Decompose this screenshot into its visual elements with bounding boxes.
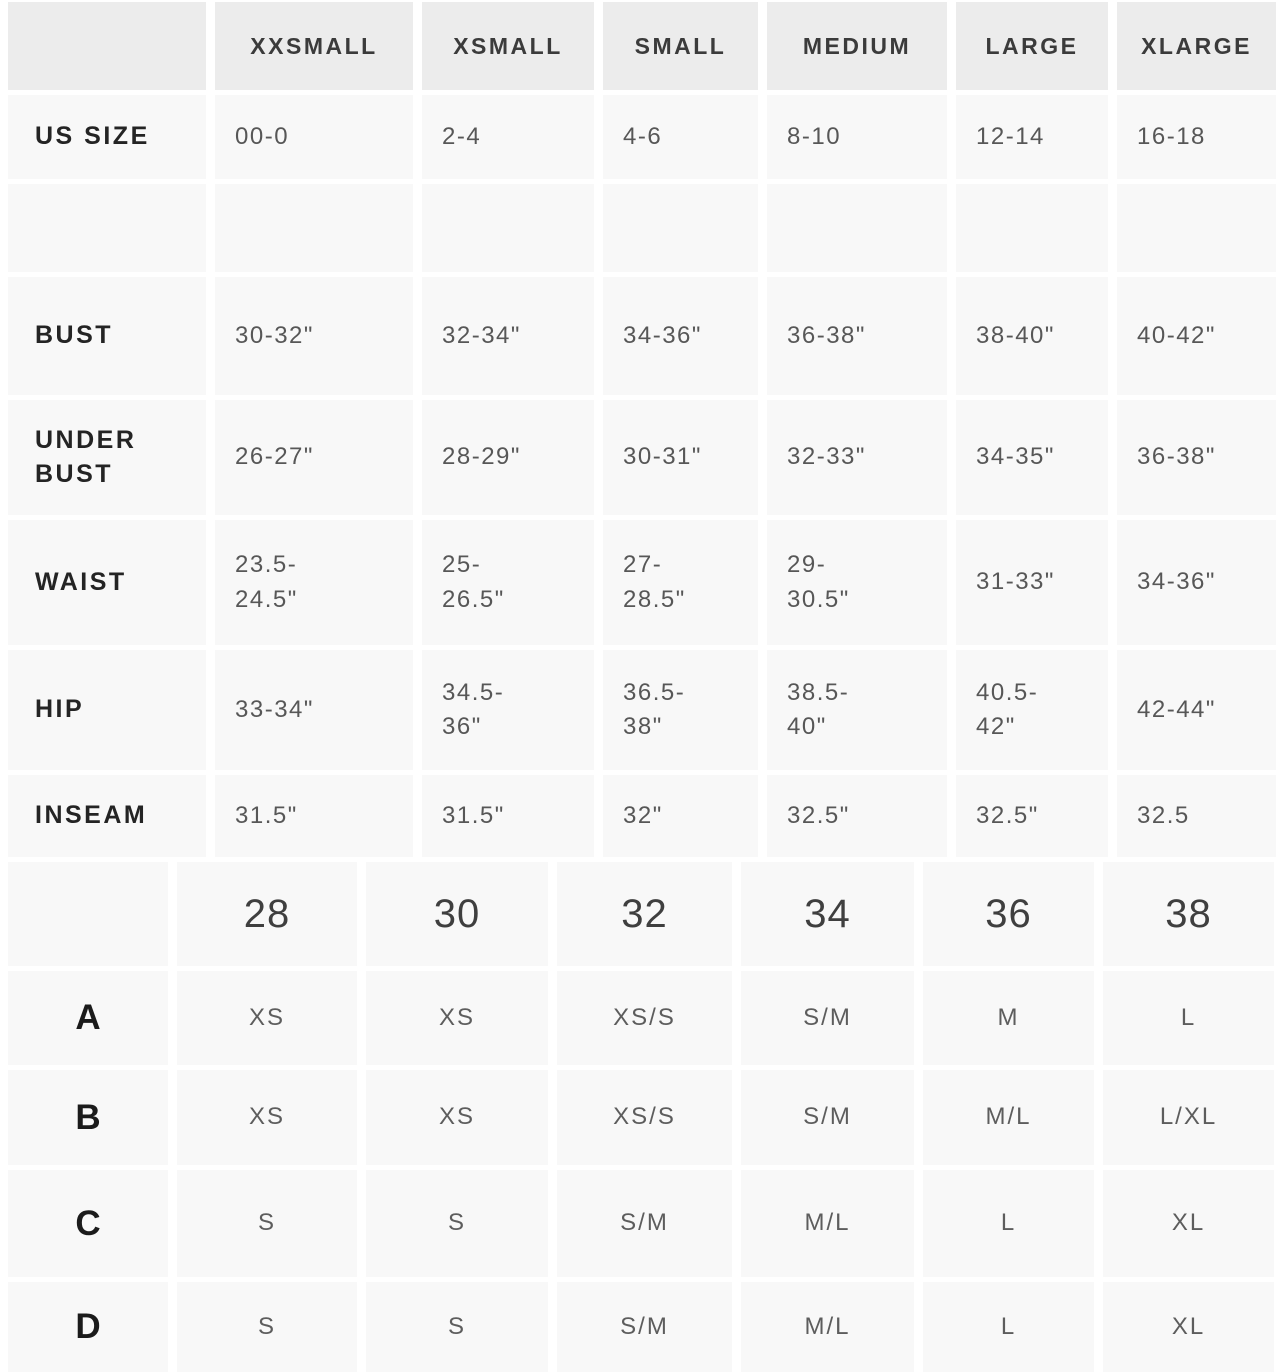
cell-text: 27-28.5" <box>623 551 686 613</box>
cell-text: 32.5 <box>1137 801 1190 829</box>
size-cell <box>366 1170 548 1277</box>
cell-text: XLARGE <box>1141 32 1252 59</box>
size-cell <box>1117 277 1276 395</box>
cell-text: WAIST <box>35 567 127 596</box>
size-cell <box>1117 650 1276 770</box>
cell-text: M <box>997 1003 1020 1031</box>
cell-text: S/M <box>620 1209 669 1237</box>
cell-text: 00-0 <box>235 122 290 150</box>
cell-text: S <box>257 1209 276 1237</box>
size-cell <box>923 1170 1094 1277</box>
cell-text: 42-44" <box>1137 695 1216 723</box>
size-cell <box>215 650 413 770</box>
cell-text: 33-34" <box>235 695 314 723</box>
band-size-36 <box>923 862 1094 966</box>
size-cell <box>923 971 1094 1065</box>
size-cell <box>767 650 947 770</box>
row-inseam <box>8 775 1275 857</box>
size-cell <box>177 971 357 1065</box>
cell-text: 34-36" <box>623 321 702 349</box>
cell-text: 25-26.5" <box>442 551 505 613</box>
row-us-size <box>8 95 1275 179</box>
size-cell <box>923 1282 1094 1372</box>
empty-cell <box>1117 184 1276 272</box>
cell-text: 38-40" <box>976 321 1055 349</box>
cell-text: INSEAM <box>35 801 148 830</box>
cell-text: 36-38" <box>1137 443 1216 471</box>
cell-text: L/XL <box>1159 1103 1218 1131</box>
row-label-hip <box>8 650 206 770</box>
size-cell <box>767 95 947 179</box>
cell-text: 30 <box>433 891 481 936</box>
col-header-xxsmall <box>215 2 413 90</box>
cell-text: C <box>75 1203 101 1243</box>
size-cell <box>215 520 413 645</box>
row-band-sizes <box>8 862 1275 966</box>
cell-text: 32-34" <box>442 321 521 349</box>
cell-text: 32.5" <box>976 801 1039 829</box>
cup-label-a <box>8 971 168 1065</box>
corner-cell <box>8 2 206 90</box>
size-cell <box>215 775 413 857</box>
size-cell <box>603 400 758 515</box>
cell-text: S <box>447 1209 466 1237</box>
size-cell <box>1103 971 1274 1065</box>
row-cup-b <box>8 1070 1275 1165</box>
size-cell <box>956 95 1108 179</box>
size-cell <box>956 400 1108 515</box>
size-chart-header-row <box>8 2 1275 90</box>
row-label-inseam <box>8 775 206 857</box>
cell-text: 32" <box>623 801 663 829</box>
size-cell <box>741 971 914 1065</box>
row-label-waist <box>8 520 206 645</box>
row-under-bust <box>8 400 1275 515</box>
cell-text: XS <box>438 1103 475 1131</box>
cell-text: HIP <box>35 695 85 724</box>
cell-text: 30-32" <box>235 321 314 349</box>
cell-text: 38.5-40" <box>787 678 850 740</box>
cell-text: XSMALL <box>453 32 563 59</box>
size-cell <box>215 95 413 179</box>
cell-text: SMALL <box>634 32 727 59</box>
size-cell <box>422 277 594 395</box>
cell-text: 31-33" <box>976 568 1055 596</box>
cell-text: 36 <box>985 891 1032 936</box>
size-cell <box>366 1282 548 1372</box>
col-header-medium <box>767 2 947 90</box>
band-size-32 <box>557 862 732 966</box>
cell-text: 31.5" <box>442 801 505 829</box>
size-cell <box>177 1170 357 1277</box>
row-cup-d <box>8 1282 1275 1372</box>
cup-label-b <box>8 1070 168 1165</box>
size-cell <box>422 400 594 515</box>
cell-text: 8-10 <box>787 122 842 150</box>
cell-text: A <box>75 998 101 1038</box>
size-cell <box>1103 1170 1274 1277</box>
row-cup-c <box>8 1170 1275 1277</box>
size-cell <box>923 1070 1094 1165</box>
size-cell <box>767 520 947 645</box>
size-cell <box>557 971 732 1065</box>
col-header-large <box>956 2 1108 90</box>
cell-text: S/M <box>803 1003 852 1031</box>
cell-text: 4-6 <box>623 122 663 150</box>
size-cell <box>422 95 594 179</box>
cell-text: 26-27" <box>235 443 314 471</box>
cell-text: US SIZE <box>35 122 150 151</box>
cell-text: 34.5-36" <box>442 678 505 740</box>
size-cell <box>956 520 1108 645</box>
cell-text: 2-4 <box>442 122 482 150</box>
size-cell <box>603 650 758 770</box>
size-cell <box>741 1170 914 1277</box>
cell-text: 36-38" <box>787 321 866 349</box>
cell-text: 40-42" <box>1137 321 1216 349</box>
cell-text: 40.5-42" <box>976 678 1039 740</box>
size-cell <box>603 520 758 645</box>
cell-text: 34-36" <box>1137 568 1216 596</box>
col-header-xsmall <box>422 2 594 90</box>
empty-cell <box>422 184 594 272</box>
cell-text: M/L <box>804 1209 851 1237</box>
cell-text: XS/S <box>613 1003 676 1031</box>
cell-text: B <box>75 1097 101 1137</box>
cell-text: 29-30.5" <box>787 551 850 613</box>
size-cell <box>956 277 1108 395</box>
size-cell <box>767 775 947 857</box>
size-cell <box>177 1282 357 1372</box>
band-size-28 <box>177 862 357 966</box>
empty-cell <box>8 184 206 272</box>
cell-text: 32.5" <box>787 801 850 829</box>
size-cell <box>1103 1282 1274 1372</box>
cup-label-d <box>8 1282 168 1372</box>
cell-text: S/M <box>620 1312 669 1340</box>
size-cell <box>366 971 548 1065</box>
cell-text: XL <box>1171 1209 1206 1237</box>
size-cell <box>557 1282 732 1372</box>
empty-cell <box>767 184 947 272</box>
empty-cell <box>215 184 413 272</box>
col-header-xlarge <box>1117 2 1276 90</box>
cell-text: MEDIUM <box>802 32 912 59</box>
cell-text: 28-29" <box>442 443 521 471</box>
band-size-34 <box>741 862 914 966</box>
cell-text: XXSMALL <box>250 32 378 59</box>
size-cell <box>956 775 1108 857</box>
cell-text: 12-14 <box>976 122 1045 150</box>
cell-text: XL <box>1171 1312 1206 1340</box>
cup-label-c <box>8 1170 168 1277</box>
row-cup-a <box>8 971 1275 1065</box>
cell-text: 16-18 <box>1137 122 1206 150</box>
row-hip <box>8 650 1275 770</box>
size-cell <box>557 1070 732 1165</box>
size-cell <box>177 1070 357 1165</box>
row-label-us-size <box>8 95 206 179</box>
row-waist <box>8 520 1275 645</box>
cell-text: M/L <box>985 1103 1032 1131</box>
cell-text: XS/S <box>613 1103 676 1131</box>
size-cell <box>1103 1070 1274 1165</box>
row-spacer <box>8 184 1275 272</box>
col-header-small <box>603 2 758 90</box>
size-cell <box>741 1282 914 1372</box>
cell-text: S/M <box>803 1103 852 1131</box>
empty-cell <box>8 862 168 966</box>
size-cell <box>1117 400 1276 515</box>
cell-text: S <box>257 1312 276 1340</box>
cell-text: M/L <box>804 1312 851 1340</box>
empty-cell <box>956 184 1108 272</box>
cell-text: 32-33" <box>787 443 866 471</box>
size-cell <box>767 277 947 395</box>
size-cell <box>215 400 413 515</box>
size-cell <box>767 400 947 515</box>
size-cell <box>422 775 594 857</box>
cell-text: 34 <box>804 891 851 936</box>
cell-text: L <box>1180 1003 1197 1031</box>
size-cell <box>215 277 413 395</box>
size-cell <box>956 650 1108 770</box>
size-cell <box>741 1070 914 1165</box>
band-size-38 <box>1103 862 1274 966</box>
size-cell <box>603 775 758 857</box>
band-size-30 <box>366 862 548 966</box>
cell-text: XS <box>248 1003 285 1031</box>
cell-text: D <box>75 1307 101 1347</box>
size-cell <box>422 650 594 770</box>
cell-text: BUST <box>35 321 114 350</box>
cell-text: LARGE <box>985 32 1079 59</box>
size-cell <box>422 520 594 645</box>
cell-text: 31.5" <box>235 801 298 829</box>
cell-text: S <box>447 1312 466 1340</box>
cell-text: XS <box>438 1003 475 1031</box>
cell-text: UNDER BUST <box>35 425 137 488</box>
size-cell <box>1117 95 1276 179</box>
row-label-bust <box>8 277 206 395</box>
row-bust <box>8 277 1275 395</box>
size-cell <box>603 95 758 179</box>
size-cell <box>557 1170 732 1277</box>
row-label-under-bust <box>8 400 206 515</box>
cell-text: 23.5-24.5" <box>235 551 298 613</box>
cell-text: L <box>1000 1209 1017 1237</box>
cell-text: 30-31" <box>623 443 702 471</box>
cell-text: XS <box>248 1103 285 1131</box>
size-cell <box>1117 775 1276 857</box>
cell-text: 32 <box>621 891 668 936</box>
cell-text: 38 <box>1165 891 1212 936</box>
cell-text: 36.5-38" <box>623 678 686 740</box>
empty-cell <box>603 184 758 272</box>
cell-text: 28 <box>243 891 291 936</box>
size-cell <box>366 1070 548 1165</box>
size-cell <box>603 277 758 395</box>
size-cell <box>1117 520 1276 645</box>
cell-text: L <box>1000 1312 1017 1340</box>
cell-text: 34-35" <box>976 443 1055 471</box>
